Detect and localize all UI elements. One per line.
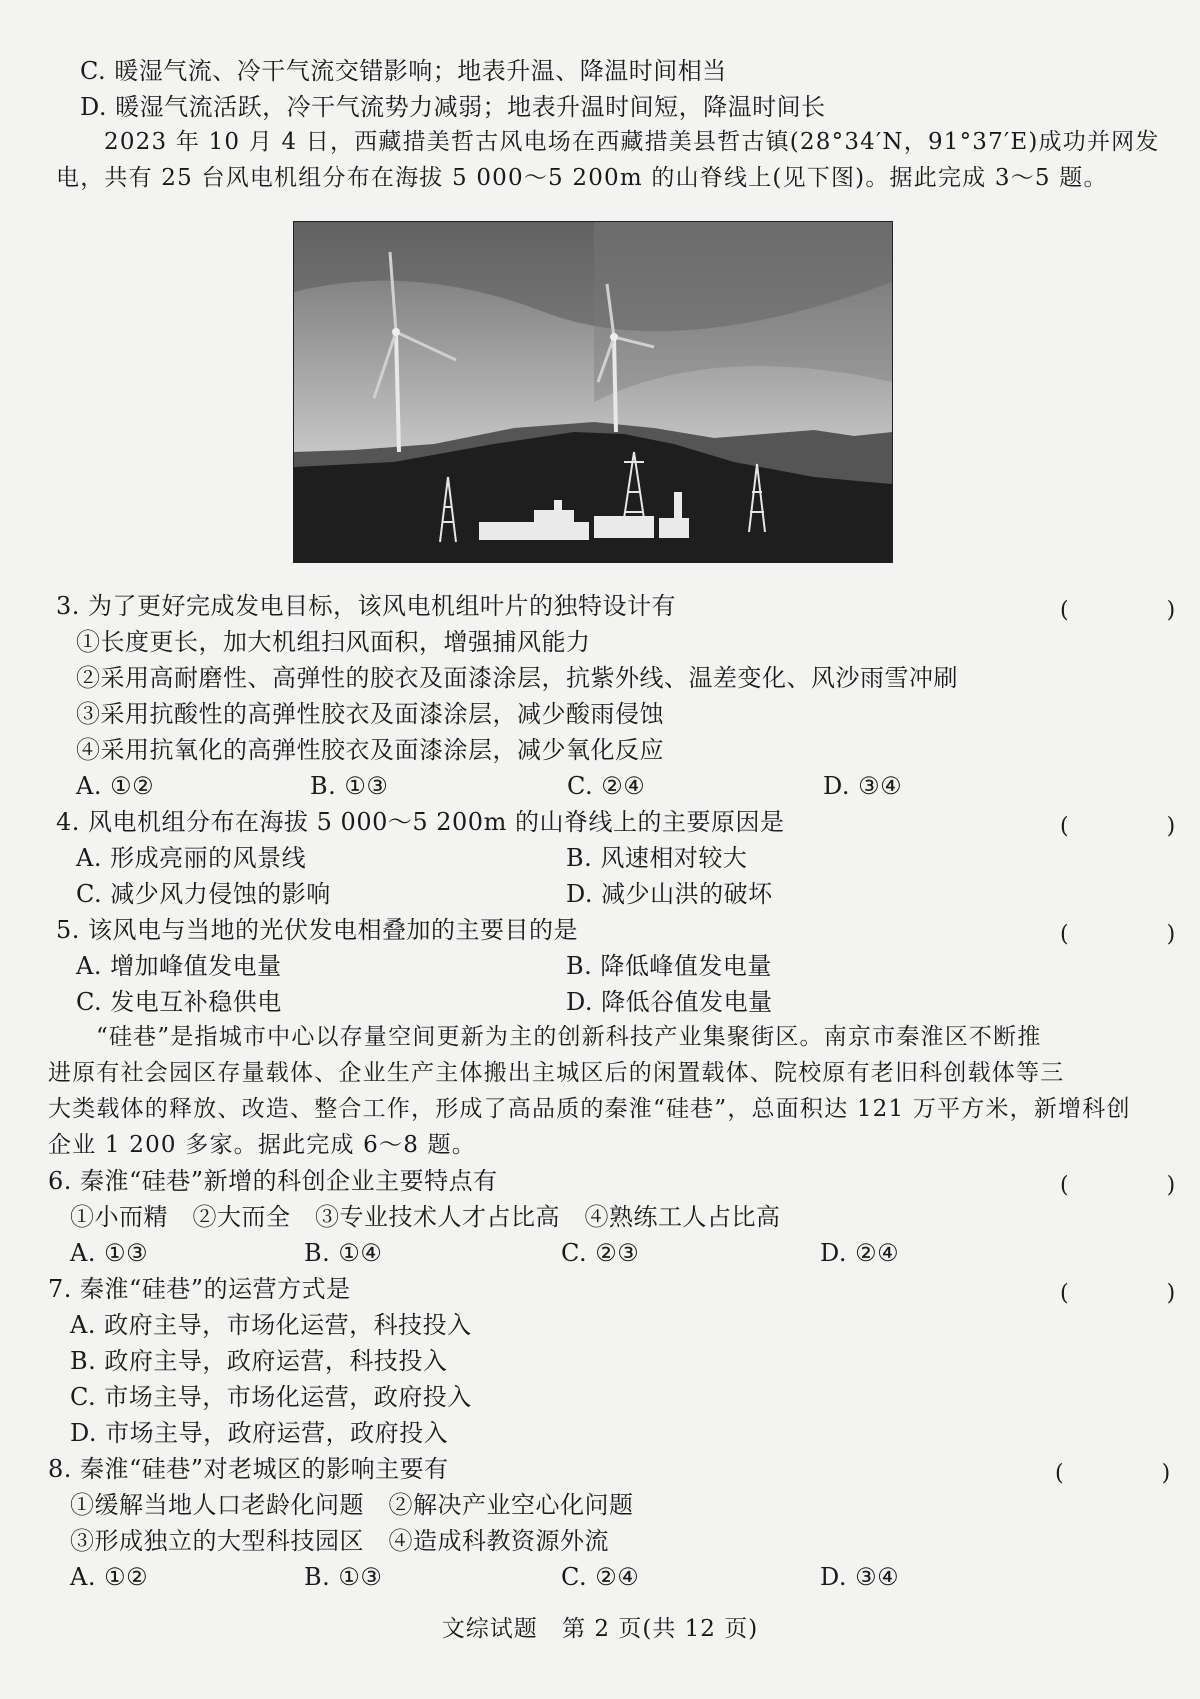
wind-farm-photo bbox=[293, 221, 893, 563]
passage2-line-2: 进原有社会园区存量载体、企业生产主体搬出主城区后的闲置载体、院校原有老旧科创载体等三 bbox=[48, 1060, 1065, 1086]
q7-answer-blank[interactable]: ( ) bbox=[1060, 1281, 1194, 1306]
q8-stem: 8. 秦淮“硅巷”对老城区的影响主要有 bbox=[48, 1455, 449, 1483]
q6-items: ①小而精 ②大而全 ③专业技术人才占比高 ④熟练工人占比高 bbox=[70, 1203, 781, 1231]
q5-option-c[interactable]: C. 发电互补稳供电 bbox=[76, 988, 282, 1016]
q6-option-c[interactable]: C. ②③ bbox=[561, 1239, 640, 1267]
q8-option-d[interactable]: D. ③④ bbox=[820, 1563, 900, 1591]
q6-option-d[interactable]: D. ②④ bbox=[820, 1239, 900, 1267]
q4-option-b[interactable]: B. 风速相对较大 bbox=[566, 844, 748, 872]
passage2-line-4: 企业 1 200 多家。据此完成 6～8 题。 bbox=[48, 1132, 476, 1158]
passage2-line-1: “硅巷”是指城市中心以存量空间更新为主的创新科技产业集聚街区。南京市秦淮区不断推 bbox=[96, 1024, 1042, 1050]
passage1-line-2: 电，共有 25 台风电机组分布在海拔 5 000～5 200m 的山脊线上(见下图)。据此完成 3～5 题。 bbox=[56, 165, 1108, 191]
q3-option-a[interactable]: A. ①② bbox=[76, 772, 155, 800]
q4-answer-blank[interactable]: ( ) bbox=[1060, 814, 1194, 839]
q5-option-b[interactable]: B. 降低峰值发电量 bbox=[566, 952, 772, 980]
q8-option-a[interactable]: A. ①② bbox=[70, 1563, 149, 1591]
q4-option-c[interactable]: C. 减少风力侵蚀的影响 bbox=[76, 880, 331, 908]
q3-stem: 3. 为了更好完成发电目标，该风电机组叶片的独特设计有 bbox=[56, 592, 677, 620]
q3-answer-blank[interactable]: ( ) bbox=[1060, 598, 1194, 623]
q5-option-a[interactable]: A. 增加峰值发电量 bbox=[76, 952, 282, 980]
q3-option-d[interactable]: D. ③④ bbox=[823, 772, 903, 800]
q3-item-2: ②采用高耐磨性、高弹性的胶衣及面漆涂层，抗紫外线、温差变化、风沙雨雪冲刷 bbox=[76, 664, 958, 692]
q7-option-a[interactable]: A. 政府主导，市场化运营，科技投入 bbox=[70, 1311, 472, 1339]
q6-option-b[interactable]: B. ①④ bbox=[304, 1239, 383, 1267]
q7-stem: 7. 秦淮“硅巷”的运营方式是 bbox=[48, 1275, 351, 1303]
q3-option-b[interactable]: B. ①③ bbox=[310, 772, 389, 800]
q8-option-b[interactable]: B. ①③ bbox=[304, 1563, 383, 1591]
q3-item-4: ④采用抗氧化的高弹性胶衣及面漆涂层，减少氧化反应 bbox=[76, 736, 664, 764]
q4-option-d[interactable]: D. 减少山洪的破坏 bbox=[566, 880, 773, 908]
q8-answer-blank[interactable]: ( ) bbox=[1055, 1461, 1189, 1486]
prev-option-d: D. 暖湿气流活跃，冷干气流势力减弱；地表升温时间短，降温时间长 bbox=[80, 93, 826, 121]
prev-option-c: C. 暖湿气流、冷干气流交错影响；地表升温、降温时间相当 bbox=[80, 57, 727, 85]
q5-stem: 5. 该风电与当地的光伏发电相叠加的主要目的是 bbox=[56, 916, 579, 944]
footer-subject: 文综试题 bbox=[441, 1616, 538, 1642]
q7-option-b[interactable]: B. 政府主导，政府运营，科技投入 bbox=[70, 1347, 448, 1375]
q3-option-c[interactable]: C. ②④ bbox=[567, 772, 646, 800]
q7-option-c[interactable]: C. 市场主导，市场化运营，政府投入 bbox=[70, 1383, 472, 1411]
passage1-line-1: 2023 年 10 月 4 日，西藏措美哲古风电场在西藏措美县哲古镇(28°34′N，91°37′E)成功并网发 bbox=[104, 129, 1160, 155]
q5-answer-blank[interactable]: ( ) bbox=[1060, 922, 1194, 947]
q8-items-1: ①缓解当地人口老龄化问题 ②解决产业空心化问题 bbox=[70, 1491, 634, 1519]
q8-option-c[interactable]: C. ②④ bbox=[561, 1563, 640, 1591]
q6-stem: 6. 秦淮“硅巷”新增的科创企业主要特点有 bbox=[48, 1167, 498, 1195]
q4-stem: 4. 风电机组分布在海拔 5 000～5 200m 的山脊线上的主要原因是 bbox=[56, 808, 785, 836]
footer-page-number: 第 2 页(共 12 页) bbox=[562, 1616, 759, 1642]
q3-item-3: ③采用抗酸性的高弹性胶衣及面漆涂层，减少酸雨侵蚀 bbox=[76, 700, 664, 728]
wind-turbine-image bbox=[294, 222, 892, 562]
q5-option-d[interactable]: D. 降低谷值发电量 bbox=[566, 988, 773, 1016]
page-footer bbox=[0, 1610, 1200, 1643]
q6-option-a[interactable]: A. ①③ bbox=[70, 1239, 149, 1267]
q3-item-1: ①长度更长，加大机组扫风面积，增强捕风能力 bbox=[76, 628, 591, 656]
q7-option-d[interactable]: D. 市场主导，政府运营，政府投入 bbox=[70, 1419, 449, 1447]
q8-items-2: ③形成独立的大型科技园区 ④造成科教资源外流 bbox=[70, 1527, 609, 1555]
passage2-line-3: 大类载体的释放、改造、整合工作，形成了高品质的秦淮“硅巷”，总面积达 121 万平方米，新增科创 bbox=[48, 1096, 1131, 1122]
q4-option-a[interactable]: A. 形成亮丽的风景线 bbox=[76, 844, 307, 872]
q6-answer-blank[interactable]: ( ) bbox=[1060, 1173, 1194, 1198]
